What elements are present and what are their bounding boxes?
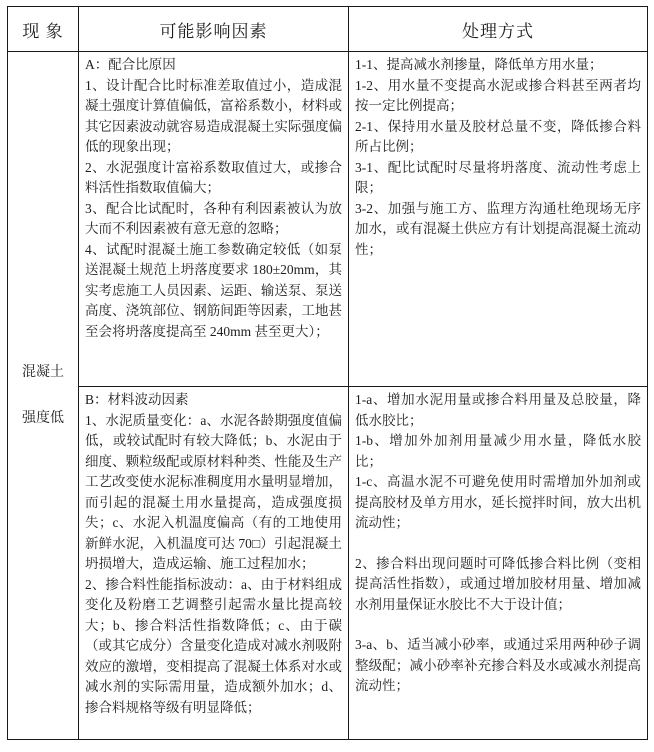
section-a-factors-cell <box>79 52 349 387</box>
treatment-item: 1-a、增加水泥用量或掺合料用量及总胶量，降低水胶比； <box>355 392 641 428</box>
treatment-item: 3-2、加强与施工方、监理方沟通杜绝现场无序加水，或有混凝土供应方有计划提高混凝土流动性； <box>355 200 641 257</box>
phenomenon-line-2: 强度低 <box>22 410 64 426</box>
factor-item: 1、水泥质量变化：a、水泥各龄期强度值偏低，或较试配时有较大降低；b、水泥由于细度、颗粒级配或原材料种类、性能及生产工艺改变使水泥标准稠度用水量明显增加，而引起的混凝土用水量提高，造成强度损失；c、水泥入机温度偏高（有的工地使用新鲜水泥，入机温度可达 70□）引起混凝土坍损增大，造成运输、施工过程加水； <box>85 412 342 571</box>
treatment-item: 1-1、提高减水剂掺量，降低单方用水量； <box>355 57 603 72</box>
treatment-item: 3-1、配比试配时尽量将坍落度、流动性考虑上限； <box>355 159 641 195</box>
section-a-row <box>8 52 648 387</box>
section-b-title: B：材料波动因素 <box>85 392 189 407</box>
factor-item: 2、掺合料性能指标波动：a、由于材料组成变化及粉磨工艺调整引起需水量比提高较大；b、掺合料活性指数降低；c、由于碳（或其它成分）含量变化造成对减水剂吸附效应的激增，变相提高了混凝土体系对水或减水剂的实际需用量，造成额外加水；d、掺合料规格等级有明显降低； <box>85 576 342 715</box>
section-b-row <box>8 387 648 740</box>
treatment-item: 1-2、用水量不变提高水泥或掺合料甚至两者均按一定比例提高； <box>355 77 641 113</box>
factor-item: 3、配合比试配时，各种有利因素被认为放大而不利因素被有意无意的忽略； <box>85 200 342 236</box>
header-treatment: 处理方式 <box>349 7 648 52</box>
phenomenon-line-1: 混凝土 <box>22 364 64 380</box>
factor-item: 4、试配时混凝土施工参数确定较低（如泵送混凝土规范上坍落度要求 180±20mm，其实考虑施工人员因素、运距、输送泵、泵送高度、浇筑部位、钢筋间距等因素，工地甚至会将坍落度提高至 240mm 甚至更大）； <box>85 241 342 339</box>
treatment-item: 1-c、高温水泥不可避免使用时需增加外加剂或提高胶材及单方用水，延长搅拌时间，放大出机流动性； <box>355 474 641 530</box>
factor-item: 2、水泥强度计富裕系数取值过大，或掺合料活性指数取值偏大； <box>85 159 342 195</box>
concrete-issues-table <box>7 6 648 740</box>
header-row <box>8 7 648 52</box>
header-factors: 可能影响因素 <box>79 7 349 52</box>
section-a-title: A：配合比原因 <box>85 57 176 72</box>
section-b-treatment-cell <box>349 387 648 740</box>
header-phenomenon: 现 象 <box>8 7 79 52</box>
treatment-item: 1-b、增加外加剂用量减少用水量，降低水胶比； <box>355 433 641 469</box>
treatment-item: 2-1、保持用水量及胶材总量不变，降低掺合料所占比例； <box>355 118 641 154</box>
factor-item: 1、设计配合比时标准差取值过小，造成混凝土强度计算值偏低，富裕系数小，材料或其它因素波动就容易造成混凝土实际强度偏低的现象出现； <box>85 77 342 154</box>
treatment-item: 2、掺合料出现问题时可降低掺合料比例（变相提高活性指数），或通过增加胶材用量、增加减水剂用量保证水胶比不大于设计值； <box>355 555 641 612</box>
phenomenon-cell <box>8 52 79 740</box>
section-b-factors-cell <box>79 387 349 740</box>
section-a-treatment-cell <box>349 52 648 387</box>
treatment-item: 3-a、b、适当减小砂率，或通过采用两种砂子调整级配；减小砂率补充掺合料及水或减水剂提高流动性； <box>355 637 641 693</box>
